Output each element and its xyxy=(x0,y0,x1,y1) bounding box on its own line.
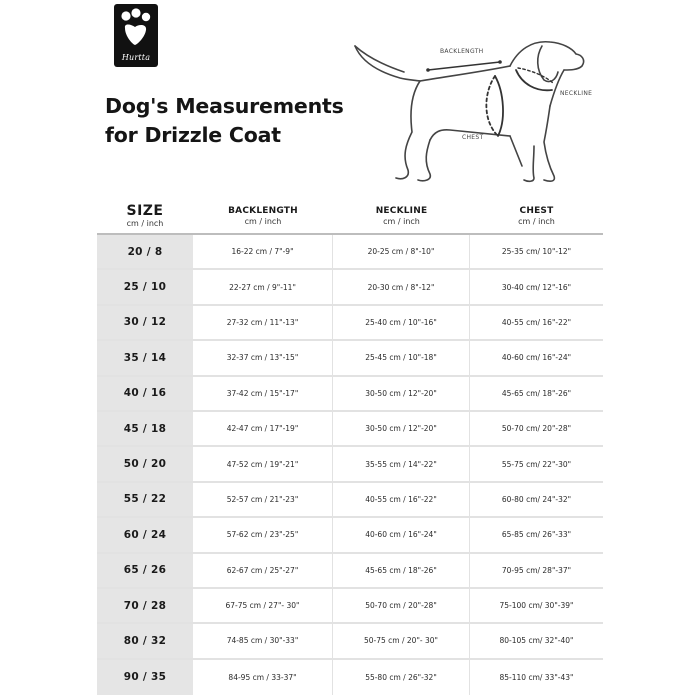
size-cell: 25 / 10 xyxy=(97,270,193,303)
chest-cell: 85-110 cm/ 33"-43" xyxy=(499,672,574,682)
column-header-size: SIZE cm / inch xyxy=(126,202,164,228)
table-body xyxy=(97,233,603,695)
table-row xyxy=(97,270,603,305)
table-row xyxy=(97,660,603,695)
chest-label: CHEST xyxy=(462,134,484,141)
table-row xyxy=(97,341,603,376)
backlength-cell: 74-85 cm / 30"-33" xyxy=(193,624,333,657)
neckline-cell: 40-55 cm / 16"-22" xyxy=(333,483,470,516)
neckline-cell: 40-60 cm / 16"-24" xyxy=(333,518,470,551)
backlength-cell: 84-95 cm / 33-37" xyxy=(193,660,333,695)
neckline-cell: 50-75 cm / 20"- 30" xyxy=(333,624,470,657)
table-header xyxy=(97,198,603,233)
backlength-label: BACKLENGTH xyxy=(440,48,484,55)
brand-logo xyxy=(114,4,158,67)
column-header-chest: CHEST cm / inch xyxy=(518,205,555,226)
dog-outline-icon xyxy=(350,36,593,194)
size-chart-table xyxy=(97,198,603,695)
chest-cell: 30-40 cm/ 12"-16" xyxy=(501,282,572,292)
table-row xyxy=(97,589,603,624)
backlength-cell: 22-27 cm / 9"-11" xyxy=(193,270,333,303)
size-cell: 55 / 22 xyxy=(97,483,193,516)
column-header-neckline: NECKLINE cm / inch xyxy=(375,205,428,226)
table-row xyxy=(97,447,603,482)
table-row xyxy=(97,412,603,447)
page-title xyxy=(105,92,365,150)
backlength-cell: 42-47 cm / 17"-19" xyxy=(193,412,333,445)
size-cell: 35 / 14 xyxy=(97,341,193,374)
table-row xyxy=(97,235,603,270)
size-cell: 70 / 28 xyxy=(97,589,193,622)
dog-measurement-diagram xyxy=(350,36,593,194)
title-line-1: Dog's Measurements xyxy=(105,94,344,118)
size-cell: 80 / 32 xyxy=(97,624,193,657)
backlength-cell: 16-22 cm / 7"-9" xyxy=(193,235,333,268)
backlength-cell: 52-57 cm / 21"-23" xyxy=(193,483,333,516)
chest-cell: 55-75 cm/ 22"-30" xyxy=(501,459,572,469)
chest-cell: 65-85 cm/ 26"-33" xyxy=(501,530,572,540)
neckline-cell: 45-65 cm / 18"-26" xyxy=(333,554,470,587)
backlength-cell: 47-52 cm / 19"-21" xyxy=(193,447,333,480)
backlength-cell: 57-62 cm / 23"-25" xyxy=(193,518,333,551)
size-cell: 65 / 26 xyxy=(97,554,193,587)
backlength-cell: 32-37 cm / 13"-15" xyxy=(193,341,333,374)
neckline-cell: 25-45 cm / 10"-18" xyxy=(333,341,470,374)
table-row xyxy=(97,306,603,341)
neckline-cell: 30-50 cm / 12"-20" xyxy=(333,412,470,445)
size-cell: 60 / 24 xyxy=(97,518,193,551)
size-cell: 90 / 35 xyxy=(97,660,193,695)
neckline-cell: 25-40 cm / 10"-16" xyxy=(333,306,470,339)
chest-cell: 25-35 cm/ 10"-12" xyxy=(501,247,572,257)
size-cell: 45 / 18 xyxy=(97,412,193,445)
chest-cell: 80-105 cm/ 32"-40" xyxy=(499,636,574,646)
chest-cell: 50-70 cm/ 20"-28" xyxy=(501,424,572,434)
backlength-cell: 37-42 cm / 15"-17" xyxy=(193,377,333,410)
table-row xyxy=(97,624,603,659)
size-cell: 40 / 16 xyxy=(97,377,193,410)
column-header-backlength: BACKLENGTH cm / inch xyxy=(228,205,298,226)
neckline-cell: 55-80 cm / 26"-32" xyxy=(333,660,470,695)
chest-cell: 75-100 cm/ 30"-39" xyxy=(499,601,574,611)
size-cell: 50 / 20 xyxy=(97,447,193,480)
paw-icon xyxy=(114,4,158,52)
neckline-cell: 50-70 cm / 20"-28" xyxy=(333,589,470,622)
chest-cell: 45-65 cm/ 18"-26" xyxy=(501,388,572,398)
size-cell: 30 / 12 xyxy=(97,306,193,339)
neckline-cell: 30-50 cm / 12"-20" xyxy=(333,377,470,410)
backlength-cell: 67-75 cm / 27"- 30" xyxy=(193,589,333,622)
table-row xyxy=(97,377,603,412)
neckline-cell: 20-25 cm / 8"-10" xyxy=(333,235,470,268)
chest-cell: 40-55 cm/ 16"-22" xyxy=(501,317,572,327)
neckline-cell: 35-55 cm / 14"-22" xyxy=(333,447,470,480)
backlength-cell: 62-67 cm / 25"-27" xyxy=(193,554,333,587)
table-row xyxy=(97,518,603,553)
brand-name: Hurtta xyxy=(121,53,151,62)
chest-cell: 40-60 cm/ 16"-24" xyxy=(501,353,572,363)
backlength-cell: 27-32 cm / 11"-13" xyxy=(193,306,333,339)
size-cell: 20 / 8 xyxy=(97,235,193,268)
chest-cell: 60-80 cm/ 24"-32" xyxy=(501,494,572,504)
neckline-cell: 20-30 cm / 8"-12" xyxy=(333,270,470,303)
table-row xyxy=(97,483,603,518)
neckline-label: NECKLINE xyxy=(560,90,593,97)
title-line-2: for Drizzle Coat xyxy=(105,123,281,147)
chest-cell: 70-95 cm/ 28"-37" xyxy=(501,565,572,575)
table-row xyxy=(97,554,603,589)
